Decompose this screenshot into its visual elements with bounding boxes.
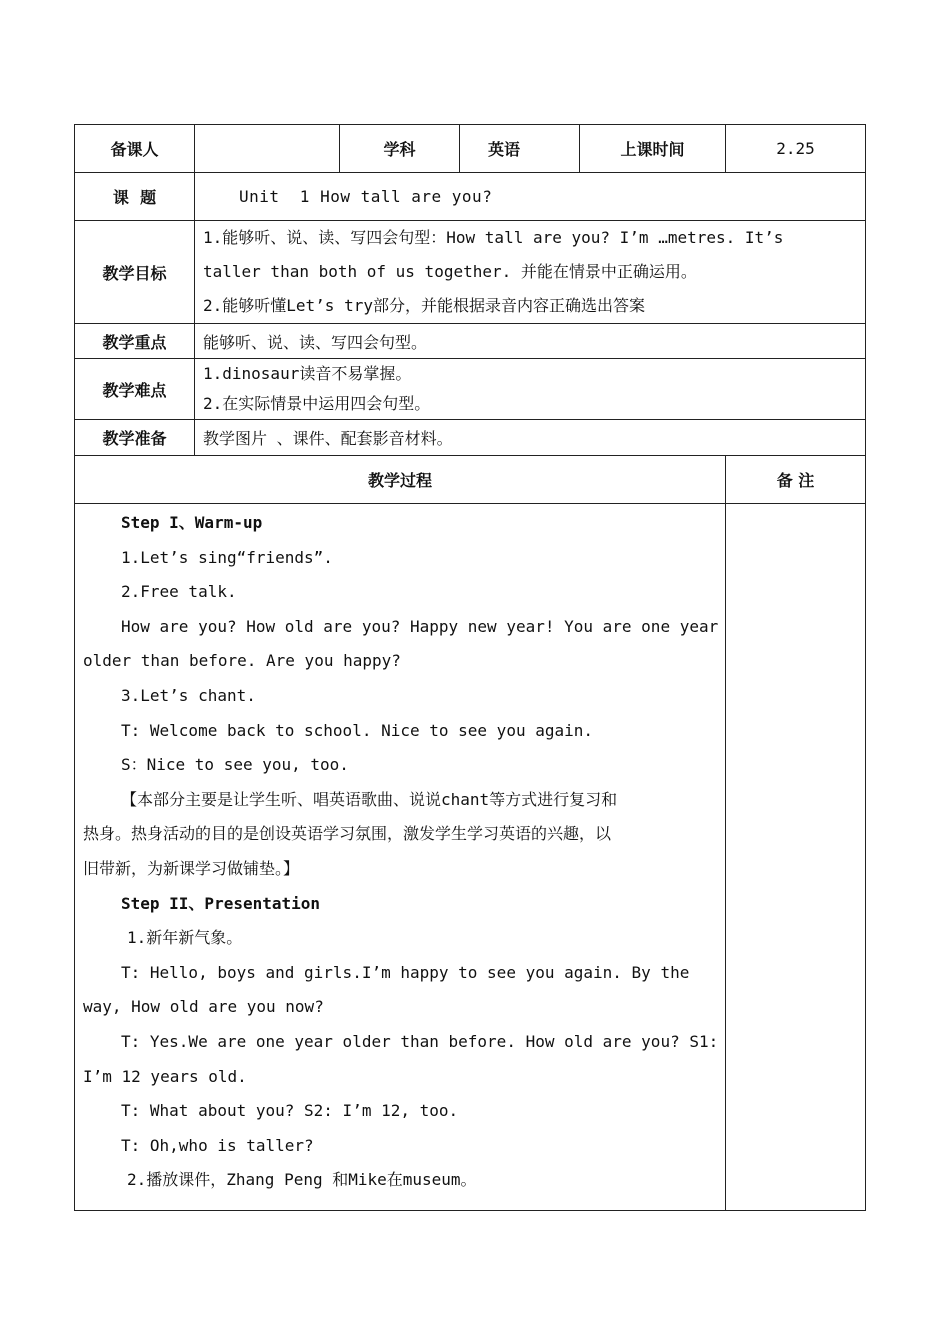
process-line: T: What about you? S2: I’m 12, too.	[121, 1101, 459, 1121]
difficulty-line: 2.在实际情景中运用四会句型。	[203, 394, 431, 413]
process-line: T: Oh,who is taller?	[121, 1135, 314, 1155]
key-points-value: 能够听、说、读、写四会句型。	[195, 324, 866, 359]
difficulty-line: 1.dinosaur读音不易掌握。	[203, 364, 412, 383]
objective-line: taller than both of us together. 并能在情景中正确运用。	[203, 262, 697, 281]
process-line: Step II、Presentation	[121, 893, 321, 913]
process-line: T: Yes.We are one year older than before. How old are you? S1:	[121, 1031, 719, 1051]
topic-value: Unit 1 How tall are you?	[195, 173, 866, 221]
process-line: S：Nice to see you, too.	[121, 755, 349, 775]
difficulties-row	[75, 359, 866, 420]
process-line: 2.播放课件，Zhang Peng 和Mike在museum。	[127, 1170, 477, 1190]
objectives-label: 教学目标	[75, 221, 195, 324]
process-line: 3.Let’s chant.	[121, 685, 256, 705]
objective-line: 2.能够听懂Let’s try部分，并能根据录音内容正确选出答案	[203, 296, 645, 315]
difficulties-content	[195, 359, 866, 420]
notes-header: 备 注	[726, 456, 866, 504]
objectives-content	[195, 221, 866, 324]
process-header: 教学过程	[75, 456, 726, 504]
objectives-row	[75, 221, 866, 324]
difficulties-label: 教学难点	[75, 359, 195, 420]
header-row	[75, 125, 866, 173]
class-time-value: 2.25	[726, 125, 866, 173]
process-line: 热身。热身活动的目的是创设英语学习氛围，激发学生学习英语的兴趣，以	[83, 824, 612, 844]
process-line: 2.Free talk.	[121, 582, 237, 602]
process-line: 1.Let’s sing“friends”.	[121, 547, 333, 567]
process-line: way, How old are you now?	[83, 997, 324, 1017]
key-points-label: 教学重点	[75, 324, 195, 359]
class-time-label: 上课时间	[580, 125, 726, 173]
process-line: 1.新年新气象。	[127, 928, 243, 948]
subject-label: 学科	[340, 125, 460, 173]
process-line: I’m 12 years old.	[83, 1066, 247, 1086]
process-content	[75, 504, 726, 1211]
process-row	[75, 504, 866, 1211]
preparation-label: 教学准备	[75, 420, 195, 456]
process-line: 【本部分主要是让学生听、唱英语歌曲、说说chant等方式进行复习和	[121, 789, 618, 809]
key-points-row	[75, 324, 866, 359]
process-line: 旧带新，为新课学习做铺垫。】	[83, 858, 300, 878]
process-line: Step I、Warm-up	[121, 513, 263, 532]
process-line: T: Hello, boys and girls.I’m happy to see you again. By the	[121, 962, 690, 982]
preparation-value: 教学图片 、课件、配套影音材料。	[195, 420, 866, 456]
subject-value: 英语	[460, 125, 580, 173]
topic-label: 课 题	[75, 173, 195, 221]
preparer-value	[195, 125, 340, 173]
process-header-row	[75, 456, 866, 504]
preparer-label: 备课人	[75, 125, 195, 173]
objective-line: 1.能够听、说、读、写四会句型：How tall are you? I’m …metres. It’s	[203, 228, 784, 247]
lesson-plan-table	[74, 124, 866, 1211]
process-line: older than before. Are you happy?	[83, 651, 401, 671]
process-line: T: Welcome back to school. Nice to see you again.	[121, 720, 594, 740]
preparation-row	[75, 420, 866, 456]
topic-row	[75, 173, 866, 221]
process-line: How are you? How old are you? Happy new year! You are one year	[121, 616, 719, 636]
notes-cell	[726, 504, 866, 1211]
process-lines	[83, 506, 717, 1198]
